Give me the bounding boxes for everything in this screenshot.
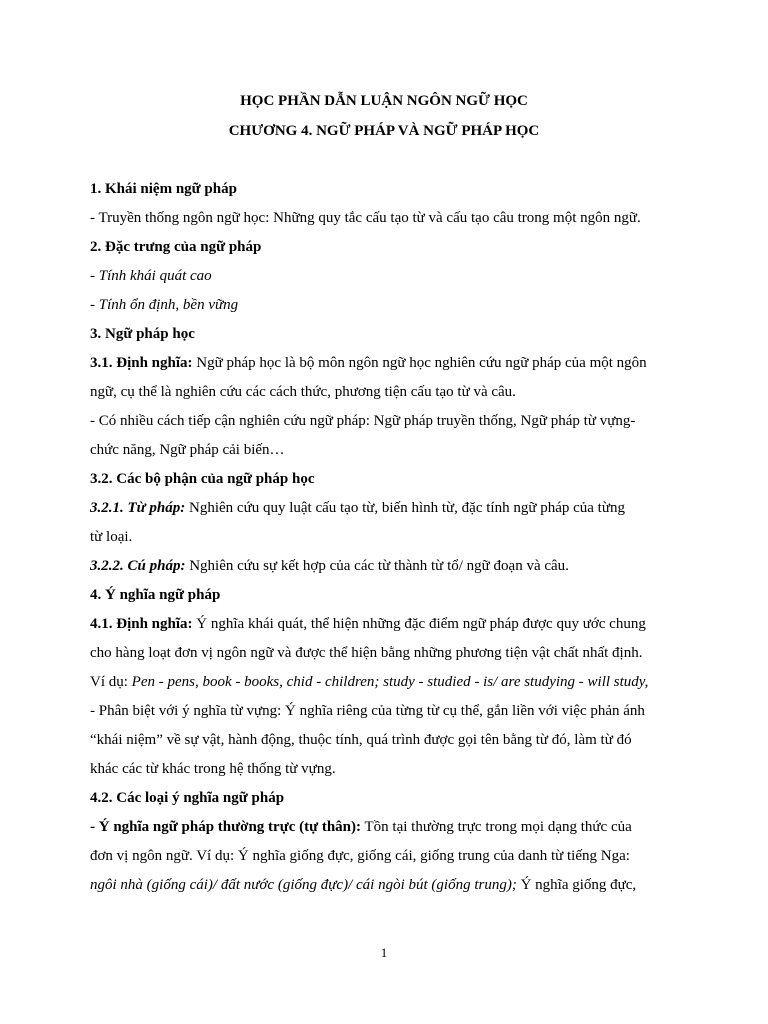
gender-example: ngôi nhà (giống cái)/ đất nước (giống đực)/ cái ngòi bút (giống trung); xyxy=(90,877,517,893)
paragraph-4-1 xyxy=(90,616,694,633)
list-item: - Tính ổn định, bền vững xyxy=(90,297,239,313)
paragraph-3-1-more: - Có nhiều cách tiếp cận nghiên cứu ngữ pháp: Ngữ pháp truyền thống, Ngữ pháp từ vựng- xyxy=(90,413,636,429)
paragraph-3-1-more-cont: chức năng, Ngữ pháp cải biến… xyxy=(90,442,285,458)
paragraph-4-1-diff: - Phân biệt với ý nghĩa từ vựng: Ý nghĩa riêng của từng từ cụ thể, gắn liền với việc phản ánh xyxy=(90,703,645,719)
definition-text: Ngữ pháp học là bộ môn ngôn ngữ học nghiên cứu ngữ pháp của một ngôn xyxy=(192,355,647,371)
example-label: Ví dụ: xyxy=(90,674,132,690)
permanent-meaning-label: - Ý nghĩa ngữ pháp thường trực (tự thân): xyxy=(90,819,362,835)
paragraph-4-2 xyxy=(90,819,694,836)
definition-label: 4.1. Định nghĩa: xyxy=(90,616,193,632)
paragraph-4-1-cont: cho hàng loạt đơn vị ngôn ngữ và được thể hiện bằng những phương tiện vật chất nhất định. xyxy=(90,645,643,661)
definition-label: 3.1. Định nghĩa: xyxy=(90,355,193,371)
paragraph-3-2-1 xyxy=(90,500,694,517)
syntax-text: Nghiên cứu sự kết hợp của các từ thành từ tổ/ ngữ đoạn và câu. xyxy=(185,558,569,574)
heading-1: 1. Khái niệm ngữ pháp xyxy=(90,181,237,197)
definition-text: Ý nghĩa khái quát, thể hiện những đặc điểm ngữ pháp được quy ước chung xyxy=(192,616,646,632)
paragraph-4-2-example xyxy=(90,877,694,894)
heading-4-2: 4.2. Các loại ý nghĩa ngữ pháp xyxy=(90,790,285,806)
paragraph-3-2-2 xyxy=(90,558,694,575)
page-number: 1 xyxy=(380,945,388,960)
heading-3: 3. Ngữ pháp học xyxy=(90,326,195,342)
course-title: HỌC PHẦN DẪN LUẬN NGÔN NGỮ HỌC xyxy=(240,93,528,109)
list-item: - Tính khái quát cao xyxy=(90,268,212,284)
example-line xyxy=(90,674,694,691)
paragraph-tail: Ý nghĩa giống đực, xyxy=(516,877,637,893)
example-text: Pen - pens, book - books, chid - children; study - studied - is/ are studying - will study, xyxy=(131,674,649,690)
morphology-label: 3.2.1. Từ pháp: xyxy=(90,500,186,516)
heading-4: 4. Ý nghĩa ngữ pháp xyxy=(90,587,221,603)
paragraph-4-1-diff-cont: “khái niệm” về sự vật, hành động, thuộc tính, quá trình được gọi tên bằng từ đó, làm từ đó xyxy=(90,732,632,748)
permanent-meaning-text: Tồn tại thường trực trong mọi dạng thức của xyxy=(361,819,632,835)
paragraph-3-1 xyxy=(90,355,694,372)
chapter-title: CHƯƠNG 4. NGỮ PHÁP VÀ NGỮ PHÁP HỌC xyxy=(228,123,540,139)
heading-3-2: 3.2. Các bộ phận của ngữ pháp học xyxy=(90,471,315,487)
paragraph-3-2-1-cont: từ loại. xyxy=(90,529,133,545)
paragraph-3-1-cont: ngữ, cụ thể là nghiên cứu các cách thức, phương tiện cấu tạo từ và câu. xyxy=(90,384,516,400)
paragraph-4-1-diff-end: khác các từ khác trong hệ thống từ vựng. xyxy=(90,761,336,777)
morphology-text: Nghiên cứu quy luật cấu tạo từ, biến hình từ, đặc tính ngữ pháp của từng xyxy=(185,500,625,516)
paragraph-1: - Truyền thống ngôn ngữ học: Những quy tắc cấu tạo từ và cấu tạo câu trong một ngôn ngữ. xyxy=(90,210,641,226)
syntax-label: 3.2.2. Cú pháp: xyxy=(90,558,186,574)
paragraph-4-2-cont: đơn vị ngôn ngữ. Ví dụ: Ý nghĩa giống đực, giống cái, giống trung của danh từ tiếng Nga: xyxy=(90,848,630,864)
heading-2: 2. Đặc trưng của ngữ pháp xyxy=(90,239,262,255)
